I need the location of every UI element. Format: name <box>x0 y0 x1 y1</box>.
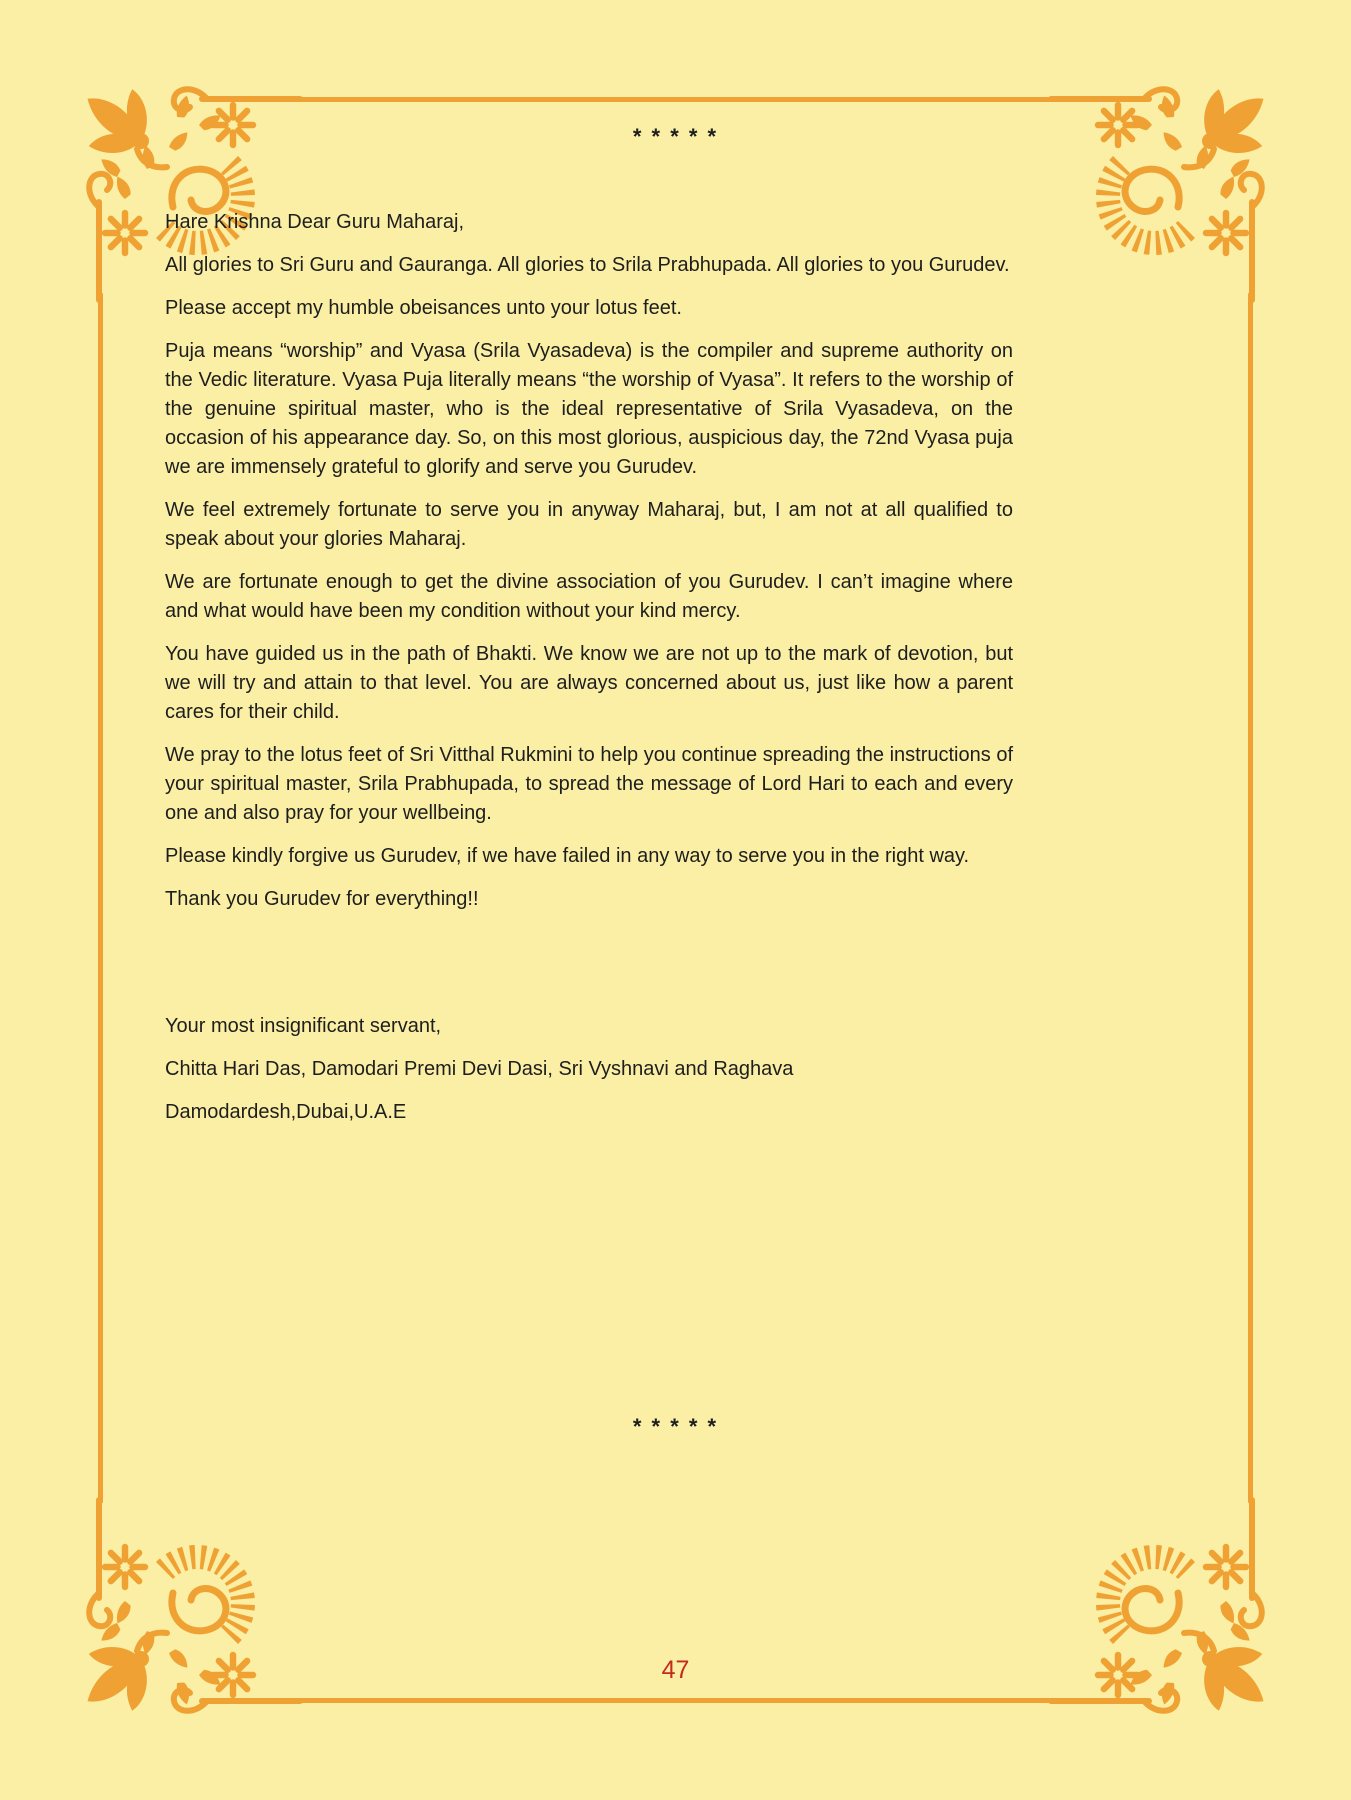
letter-paragraph-3: Puja means “worship” and Vyasa (Srila Vyasadeva) is the compiler and supreme authority on the Vedic literature. Vyasa Puja literally means “the worship of Vyasa”. It refers to the worship of the genuine spiritual master, who is the ideal representative of Srila Vyasadeva, on the occasion of his appearance day. So, on this most glorious, auspicious day, the 72nd Vyasa puja we are immensely grateful to glorify and serve you Gurudev. <box>165 340 1013 478</box>
signature-location: Damodardesh,Dubai,U.A.E <box>165 1101 407 1123</box>
corner-ornament-bottom-right-icon <box>1045 1494 1270 1719</box>
closing-line: Your most insignificant servant, <box>165 1015 442 1037</box>
bottom-border-line <box>292 1698 1058 1703</box>
salutation: Hare Krishna Dear Guru Maharaj, <box>165 211 465 233</box>
letter-paragraph-9: Thank you Gurudev for everything!! <box>165 888 479 910</box>
right-border-line <box>1248 292 1253 1504</box>
letter-paragraph-2: Please accept my humble obeisances unto your lotus feet. <box>165 297 682 319</box>
letter-paragraph-8: Please kindly forgive us Gurudev, if we have failed in any way to serve you in the right way. <box>165 845 970 867</box>
letter-paragraph-7: We pray to the lotus feet of Sri Vitthal Rukmini to help you continue spreading the instructions of your spiritual master, Srila Prabhupada, to spread the message of Lord Hari to each and every one and also pray for your wellbeing. <box>165 744 1013 824</box>
stars-separator-top: * * * * * <box>632 124 719 149</box>
corner-ornament-top-right-icon <box>1045 81 1270 306</box>
signature-names: Chitta Hari Das, Damodari Premi Devi Dasi, Sri Vyshnavi and Raghava <box>165 1058 794 1080</box>
top-border-line <box>292 97 1058 102</box>
letter-paragraph-4: We feel extremely fortunate to serve you in anyway Maharaj, but, I am not at all qualified to speak about your glories Maharaj. <box>165 499 1013 550</box>
letter-body <box>165 208 1013 1141</box>
stars-separator-bottom: * * * * * <box>632 1414 719 1439</box>
corner-ornament-bottom-left-icon <box>81 1494 306 1719</box>
page-number: 47 <box>661 1656 690 1684</box>
left-border-line <box>98 292 103 1504</box>
letter-paragraph-5: We are fortunate enough to get the divine association of you Gurudev. I can’t imagine where and what would have been my condition without your kind mercy. <box>165 571 1013 622</box>
letter-paragraph-6: You have guided us in the path of Bhakti. We know we are not up to the mark of devotion, but we will try and attain to that level. You are always concerned about us, just like how a parent cares for their child. <box>165 643 1013 723</box>
letter-paragraph-1: All glories to Sri Guru and Gauranga. All glories to Srila Prabhupada. All glories to you Gurudev. <box>165 254 1010 276</box>
